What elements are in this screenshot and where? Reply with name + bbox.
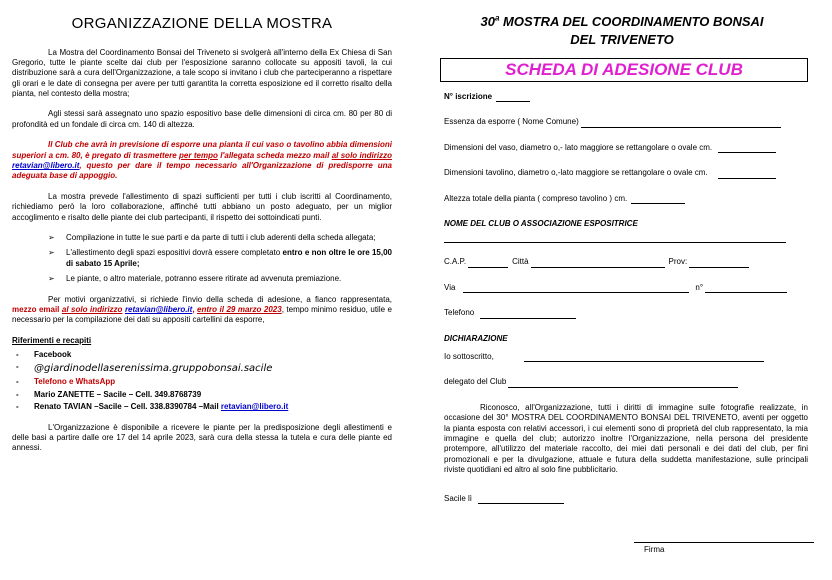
table-size-field[interactable]: Dimensioni tavolino, diametro o,-lato maggiore se rettangolare o ovale cm.	[444, 168, 814, 178]
club-name-field[interactable]	[444, 237, 786, 243]
exhibition-title: 30$^a$ MOSTRA DEL COORDINAMENTO BONSAI DEL TRIVENETO	[480, 13, 764, 47]
left-page	[0, 0, 410, 580]
form-title: SCHEDA DI ADESIONE CLUB	[505, 60, 743, 80]
undersigned-field[interactable]: Io sottoscritto,	[444, 352, 814, 362]
arrow-icon: ➢	[48, 274, 55, 284]
paragraph-space: Agli stessi sarà assegnato uno spazio espositivo base delle dimensioni di circa cm. 80 per 80 di profondità ed un fondale di circa cm. 140 di altezza.	[12, 109, 392, 129]
paragraph-large-pots: Il Club che avrà in previsione di esporre una pianta il cui vaso o tavolino abbia dimensioni superiori a cm. 80, è pregato di trasmettere per tempo l'allegata scheda mezzo mail al solo indirizzo retavian@libero.it, questo per dare il tempo necessario all'Organizzazione di predisporre una adeguata base di appoggio.	[12, 140, 392, 181]
arrow-icon: ➢	[48, 248, 55, 258]
city-field[interactable]	[531, 267, 665, 268]
email-link[interactable]: retavian@libero.it	[12, 161, 80, 171]
organization-title: ORGANIZZAZIONE DELLA MOSTRA	[71, 15, 333, 32]
email-link[interactable]: retavian@libero.it	[124, 304, 193, 314]
paragraph-setup: La mostra prevede l'allestimento di spazi sufficienti per tutti i club iscritti al Coordinamento, richiediamo però la loro collaborazione, affinché tutti abbiano un posto adeguato, per un miglior accoglimento e risalto delle piante dei club partecipanti, il rispetto dei sottoindicati punti.	[12, 191, 392, 222]
list-item: - Facebook	[16, 350, 72, 360]
right-page	[418, 0, 832, 580]
rules-list	[48, 233, 392, 285]
arrow-icon: ➢	[48, 232, 55, 242]
references-list	[16, 350, 392, 413]
cap-field[interactable]	[468, 267, 508, 268]
paragraph-deadline: Per motivi organizzativi, si richiede l'invio della scheda di adesione, a fianco rappresentata, mezzo email al solo indirizzo retavian@libero.it, entro il 29 marzo 2023, tempo minimo residuo, utile e necessario per la compilazione dei dati su appositi cartellini da esporre,	[12, 294, 392, 325]
form-title-box	[440, 58, 808, 82]
list-item: - Renato TAVIAN –Sacile – Cell. 338.8390784 –Mail retavian@libero.it	[16, 402, 289, 412]
street-row: Via n°	[444, 283, 814, 293]
club-delegate-field[interactable]: delegato del Club	[444, 377, 814, 387]
club-name-heading: NOME DEL CLUB O ASSOCIAZIONE ESPOSITRICE	[444, 219, 638, 229]
signature-field[interactable]	[634, 542, 814, 543]
paragraph-delivery: L'Organizzazione è disponibile a ricevere le piante per la predisposizione degli allestimenti e delle basi a partire dalle ore 17 del 14 aprile 2023, sarà cura della stessa la tutela e cura delle piante ed annessi.	[12, 422, 392, 453]
registration-number-field[interactable]: N° iscrizione	[444, 92, 814, 102]
email-link[interactable]: retavian@libero.it	[220, 402, 289, 412]
paragraph-venue: La Mostra del Coordinamento Bonsai del Triveneto si svolgerà all'interno della Ex Chiesa di San Gregorio, tutte le piante scelte dai club per l'esposizione saranno collocate su appositi tavoli, la cui distribuzione sarà a cura dell'Organizzazione, a tale scopo si invitano i club che parteciperanno a rispettare gli orari e le date di consegna per avere per tutti garantita la corretta esposizione ed il corretto risalto della pianta, nel contesto della mostra;	[12, 47, 392, 99]
list-item: ➢ L'allestimento degli spazi espositivi dovrà essere completato entro e non oltre le ore 15,00 di sabato 15 Aprile;	[48, 248, 392, 268]
declaration-heading: DICHIARAZIONE	[444, 333, 508, 343]
facebook-handle: @giardinodellaserenissima.gruppobonsai.sacile	[34, 363, 273, 375]
references-title: Riferimenti e recapiti	[12, 335, 92, 345]
list-item: ➢ Compilazione in tutte le sue parti e da parte di tutti i club aderenti della scheda allegata;	[48, 232, 376, 242]
address-row: C.A.P. Città Prov:	[444, 257, 814, 267]
list-item: - Mario ZANETTE – Sacile – Cell. 349.8768739	[16, 389, 202, 399]
list-item: ➢ Le piante, o altro materiale, potranno essere ritirate ad avvenuta premiazione.	[48, 274, 342, 284]
phone-field[interactable]: Telefono	[444, 308, 814, 318]
height-field[interactable]: Altezza totale della pianta ( compreso tavolino ) cm.	[444, 194, 814, 204]
pot-size-field[interactable]: Dimensioni del vaso, diametro o,- lato maggiore se rettangolare o ovale cm.	[444, 143, 814, 153]
list-item: - Telefono e WhatsApp	[16, 377, 116, 387]
street-field[interactable]	[463, 292, 689, 293]
species-field[interactable]: Essenza da esporre ( Nome Comune)	[444, 117, 814, 127]
image-rights-paragraph: Riconosco, all'Organizzazione, tutti i diritti di immagine sulle fotografie realizzate, in occasione del 30° MOSTRA DEL COORDINAMENTO BONSAI DEL TRIVENETO, aventi per oggetto la pianta esposta con relativi accessori, i cui elementi sono di proprietà del club rappresentato, la mia immagine e quella del club; autorizzo inoltre l'Organizzazione, nella persona del presidente protempore, all'utilizzo del materiale raccolto, dei miei dati personali e dei dati del club, per fini promozionali e per la divulgazione, attuale e futura della suddetta manifestazione, sulle principali riviste quotidiani ed altro al solo fine pubblicitario.	[444, 402, 808, 475]
signature-label: Firma	[644, 545, 665, 554]
street-number-field[interactable]	[705, 292, 787, 293]
place-date-field[interactable]: Sacile lì	[444, 494, 814, 504]
province-field[interactable]	[689, 267, 749, 268]
list-item: - @giardinodellaserenissima.gruppobonsai.sacile	[16, 362, 273, 375]
